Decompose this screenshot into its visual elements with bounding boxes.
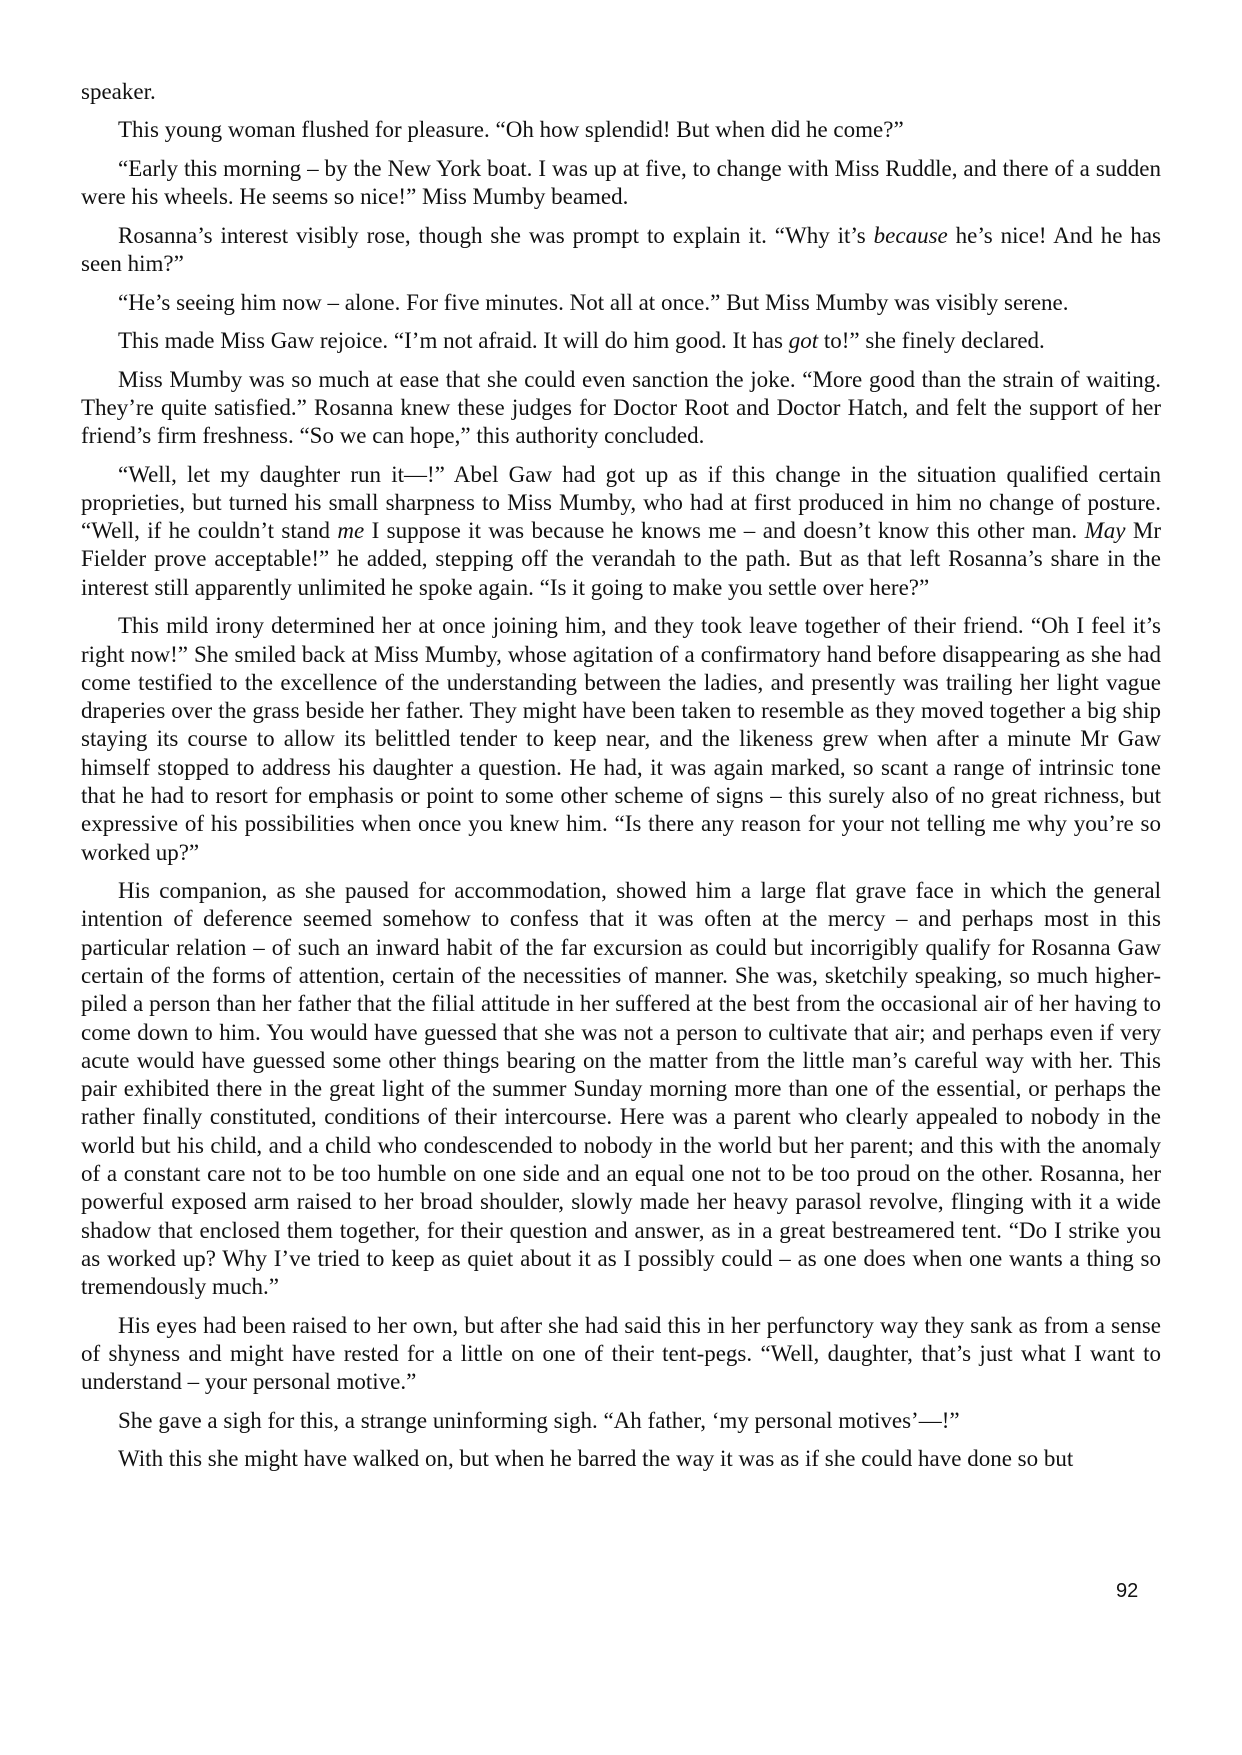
paragraph-text: With this she might have walked on, but when he barred the way it was as if she could have done so but xyxy=(118,1446,1074,1472)
paragraph xyxy=(81,366,1161,451)
italic-text: got xyxy=(788,328,819,354)
paragraph xyxy=(81,461,1161,602)
paragraph xyxy=(81,1445,1161,1473)
paragraph xyxy=(81,1312,1161,1397)
page-number: 92 xyxy=(1116,1580,1139,1602)
italic-text: because xyxy=(873,222,948,248)
paragraph-text: This made Miss Gaw rejoice. “I’m not afraid. It will do him good. It has xyxy=(118,328,789,354)
paragraph-text: This mild irony determined her at once joining him, and they took leave together of their friend. “Oh I feel it’s right now!” She smiled back at Miss Mumby, whose agitation of a confirmatory hand before disappearing as she had come testified to the excellence of the understanding between the ladies, and presently was trailing her light vague draperies over the grass beside her father. They might have been taken to resemble as they moved together a big ship staying its course to allow its belittled tender to keep near, and the likeness grew when after a minute Mr Gaw himself stopped to address his daughter a question. He had, it was again marked, so scant a range of intrinsic tone that he had to resort for emphasis or point to some other scheme of signs – this surely also of no great richness, but expressive of his possibilities when once you knew him. “Is there any reason for your not telling me why you’re so worked up?” xyxy=(81,613,1161,865)
paragraph-text: speaker. xyxy=(81,79,156,104)
italic-text: May xyxy=(1084,518,1126,544)
italic-text: me xyxy=(337,518,365,544)
paragraph-text: “He’s seeing him now – alone. For five minutes. Not all at once.” But Miss Mumby was visibly serene. xyxy=(118,289,1069,315)
paragraph xyxy=(81,327,1161,355)
paragraph-text: he’s nice! And he has seen him?” xyxy=(81,222,1161,277)
paragraph-text: to!” she finely declared. xyxy=(818,328,1045,354)
paragraph xyxy=(81,612,1161,867)
paragraph xyxy=(81,116,1161,144)
paragraph xyxy=(81,1407,1161,1435)
paragraph-text: Rosanna’s interest visibly rose, though she was prompt to explain it. “Why it’s xyxy=(118,222,874,248)
paragraph-text: I suppose it was because he knows me – and doesn’t know this other man. xyxy=(364,518,1085,544)
paragraph-text: “Early this morning – by the New York boat. I was up at five, to change with Miss Ruddle, and there of a sudden were his wheels. He seems so nice!” Miss Mumby beamed. xyxy=(81,155,1161,210)
paragraph xyxy=(81,877,1161,1301)
paragraph xyxy=(81,155,1161,212)
paragraph-text: “Well, let my daughter run it—!” Abel Gaw had got up as if this change in the situation qualified certain proprieties, but turned his small sharpness to Miss Mumby, who had at first produced in him no change of posture. “Well, if he couldn’t stand xyxy=(81,461,1161,544)
paragraph xyxy=(81,78,1161,106)
paragraph-text: This young woman flushed for pleasure. “Oh how splendid! But when did he come?” xyxy=(118,117,904,143)
page-body xyxy=(81,78,1161,1484)
paragraph-text: Miss Mumby was so much at ease that she could even sanction the joke. “More good than the strain of waiting. They’re quite satisfied.” Rosanna knew these judges for Doctor Root and Doctor Hatch, and felt the support of her friend’s firm freshness. “So we can hope,” this authority concluded. xyxy=(81,366,1161,449)
paragraph-text: His eyes had been raised to her own, but after she had said this in her perfunctory way they sank as from a sense of shyness and might have rested for a little on one of their tent-pegs. “Well, daughter, that’s just what I want to understand – your personal motive.” xyxy=(81,1312,1161,1395)
paragraph-text: She gave a sigh for this, a strange uninforming sigh. “Ah father, ‘my personal motives’—!” xyxy=(118,1407,960,1433)
paragraph xyxy=(81,289,1161,317)
paragraph-text: His companion, as she paused for accommodation, showed him a large flat grave face in which the general intention of deference seemed somehow to confess that it was often at the mercy – and perhaps most in this particular relation – of such an inward habit of the far excursion as could but incorrigibly qualify for Rosanna Gaw certain of the forms of attention, certain of the necessities of manner. She was, sketchily speaking, so much higher-piled a person than her father that the filial attitude in her suffered at the best from the occasional air of her having to come down to him. You would have guessed that she was not a person to cultivate that air; and perhaps even if very acute would have guessed some other things bearing on the matter from the little man’s careful way with her. This pair exhibited there in the great light of the summer Sunday morning more than one of the essential, or perhaps the rather finally constituted, conditions of their intercourse. Here was a parent who clearly appealed to nobody in the world but his child, and a child who condescended to nobody in the world but her parent; and this with the anomaly of a constant care not to be too humble on one side and an equal one not to be too proud on the other. Rosanna, her powerful exposed arm raised to her broad shoulder, slowly made her heavy parasol revolve, flinging with it a wide shadow that enclosed them together, for their question and answer, as in a great bestreamered tent. “Do I strike you as worked up? Why I’ve tried to keep as quiet about it as I possibly could – as one does when one wants a thing so tremendously much.” xyxy=(81,878,1161,1300)
paragraph xyxy=(81,222,1161,279)
paragraph-text: Mr Fielder prove acceptable!” he added, stepping off the verandah to the path. But as that left Rosanna’s share in the interest still apparently unlimited he spoke again. “Is it going to make you settle over here?” xyxy=(81,518,1161,600)
